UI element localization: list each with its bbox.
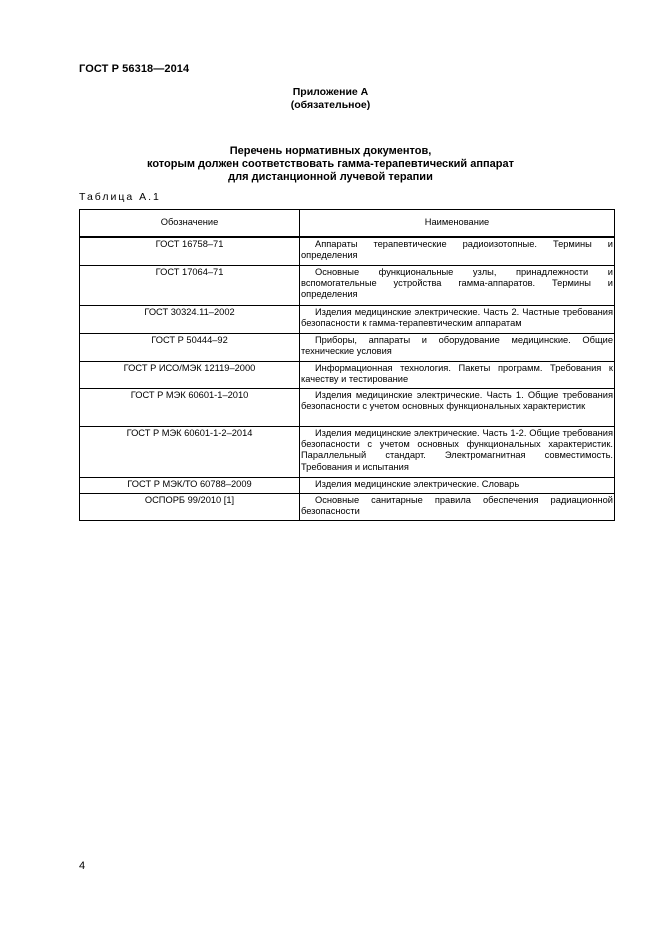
document-name-text: Изделия медицинские электрические. Словарь xyxy=(315,478,520,489)
document-name-text: Приборы, аппараты и оборудование медицинские. Общие технические условия xyxy=(301,334,613,356)
normative-documents-table xyxy=(79,209,615,521)
page-number: 4 xyxy=(79,860,86,872)
table-row xyxy=(80,305,615,333)
appendix-status: (обязательное) xyxy=(290,99,371,111)
document-name-text: Аппараты терапевтические радиоизотопные. Термины и определения xyxy=(301,239,613,261)
appendix-title: Приложение А xyxy=(292,86,369,98)
section-title-line: которым должен соответствовать гамма-терапевтический аппарат xyxy=(146,158,515,170)
section-title-line: для дистанционной лучевой терапии xyxy=(228,171,433,183)
document-name-cell xyxy=(300,388,615,426)
table-row xyxy=(80,333,615,361)
document-code-cell: ГОСТ Р 50444–92 xyxy=(80,333,300,361)
document-code-cell: ГОСТ Р МЭК 60601-1–2010 xyxy=(80,388,300,426)
table-header-row xyxy=(80,210,615,238)
document-code-cell: ГОСТ 17064–71 xyxy=(80,265,300,305)
document-code-cell: ГОСТ Р МЭК 60601-1-2–2014 xyxy=(80,426,300,477)
document-name-cell xyxy=(300,265,615,305)
document-code-cell: ОСПОРБ 99/2010 [1] xyxy=(80,493,300,520)
document-code-cell: ГОСТ Р МЭК/ТО 60788–2009 xyxy=(80,477,300,493)
table-row xyxy=(80,477,615,493)
document-code-cell: ГОСТ 30324.11–2002 xyxy=(80,305,300,333)
table-caption: Таблица А.1 xyxy=(79,191,161,203)
table-row xyxy=(80,361,615,388)
column-header-designation: Обозначение xyxy=(80,210,300,238)
document-name-text: Информационная технология. Пакеты программ. Требования к качеству и тестирование xyxy=(301,362,613,384)
document-name-cell xyxy=(300,477,615,493)
table-row xyxy=(80,388,615,426)
table-row xyxy=(80,493,615,520)
document-name-cell xyxy=(300,333,615,361)
document-name-cell xyxy=(300,361,615,388)
document-code-cell: ГОСТ 16758–71 xyxy=(80,237,300,265)
document-code-cell: ГОСТ Р ИСО/МЭК 12119–2000 xyxy=(80,361,300,388)
document-name-cell xyxy=(300,305,615,333)
document-name-text: Изделия медицинские электрические. Часть 1. Общие требования безопасности с учетом основных функциональных характеристик xyxy=(301,389,613,411)
appendix-heading xyxy=(0,86,661,112)
document-name-text: Основные функциональные узлы, принадлежности и вспомогательные устройства гамма-аппаратов. Термины и определения xyxy=(301,266,613,300)
section-title xyxy=(0,145,661,184)
document-name-text: Основные санитарные правила обеспечения радиационной безопасности xyxy=(301,494,613,516)
document-name-cell xyxy=(300,237,615,265)
document-name-text: Изделия медицинские электрические. Часть 2. Частные требования безопасности к гамма-терапевтическим аппаратам xyxy=(301,306,613,328)
column-header-name: Наименование xyxy=(300,210,615,238)
document-name-cell xyxy=(300,493,615,520)
document-name-cell xyxy=(300,426,615,477)
table-row xyxy=(80,237,615,265)
document-name-text: Изделия медицинские электрические. Часть 1-2. Общие требования безопасности с учетом основных функциональных характеристик. Параллельный стандарт. Электромагнитная совместимость. Требования и испытания xyxy=(301,427,613,472)
section-title-line: Перечень нормативных документов, xyxy=(229,145,432,157)
table-row xyxy=(80,426,615,477)
document-code-header: ГОСТ Р 56318—2014 xyxy=(79,63,190,75)
table-row xyxy=(80,265,615,305)
